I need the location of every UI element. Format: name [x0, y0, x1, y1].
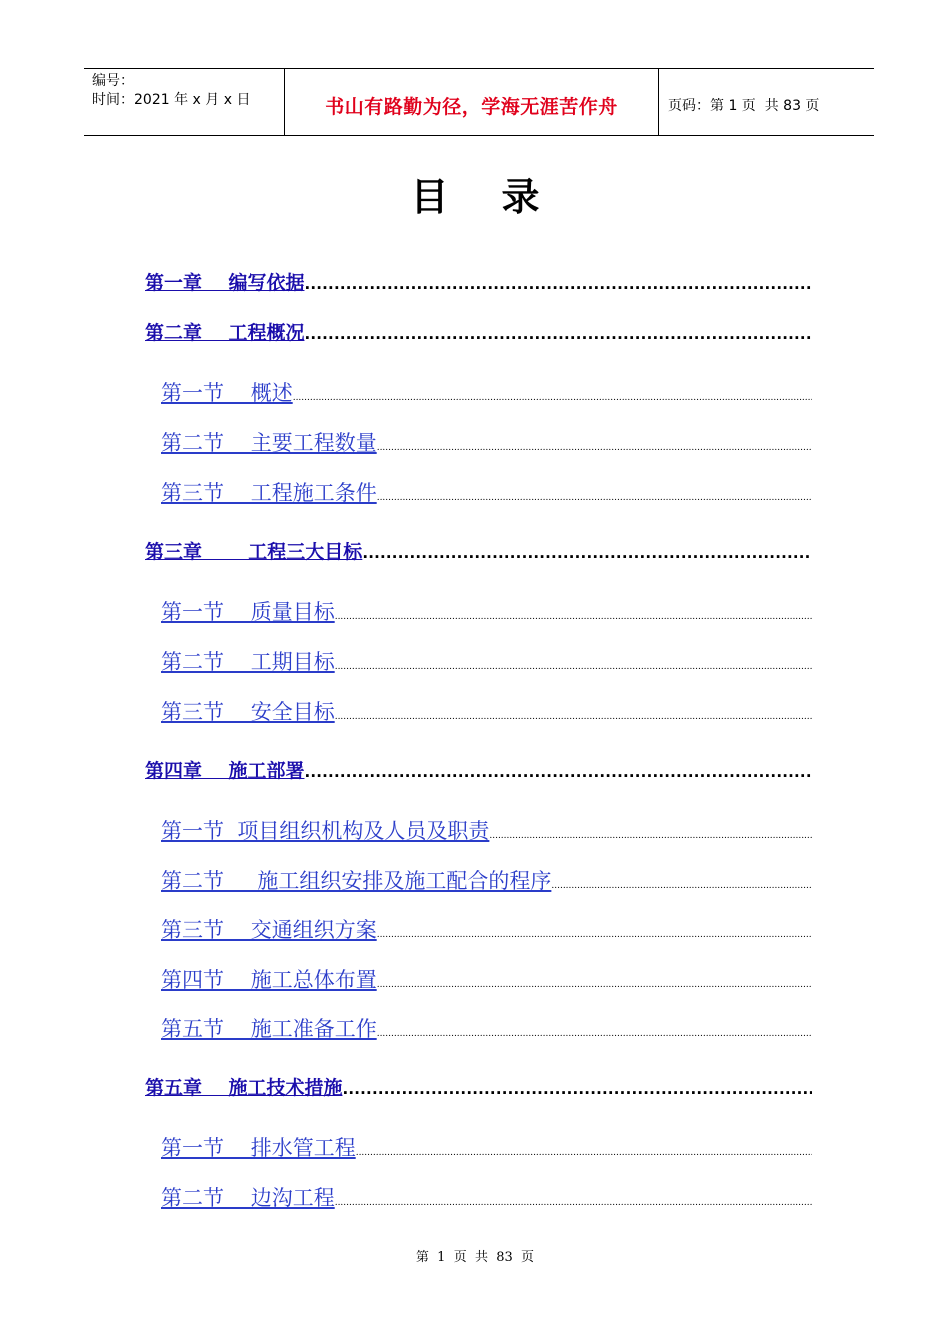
- toc-section-5-2[interactable]: [161, 1182, 812, 1212]
- toc-section-2-3[interactable]: [161, 477, 812, 507]
- toc-section-2-2[interactable]: [161, 427, 812, 457]
- toc-entry-label: 第一节 质量目标: [161, 600, 335, 624]
- toc-dot-leader: [551, 881, 812, 891]
- toc-dot-leader: [377, 980, 812, 990]
- document-number-label: 编号：: [92, 73, 134, 89]
- toc-section-4-2[interactable]: [161, 865, 812, 895]
- toc-entry-label: 第二节 施工组织安排及施工配合的程序: [161, 869, 552, 893]
- toc-entry-label: 第三节 工程施工条件: [161, 481, 377, 505]
- header-meta-cell: [84, 69, 285, 135]
- document-date: 时间：2021 年 x 月 x 日: [92, 92, 251, 108]
- toc-dot-leader: [304, 325, 812, 343]
- toc-entry-label: 第三节 交通组织方案: [161, 918, 377, 942]
- toc-entry-label: 第五章 施工技术措施: [145, 1077, 343, 1099]
- toc-dot-leader: [377, 443, 812, 453]
- toc-entry-label: 第四节 施工总体布置: [161, 968, 377, 992]
- page-footer: 第 1 页 共 83 页: [415, 1250, 535, 1265]
- toc-dot-leader: [335, 612, 812, 622]
- toc-dot-leader: [335, 662, 812, 672]
- toc-entry-label: 第三章 工程三大目标: [145, 541, 363, 563]
- toc-chapter-2[interactable]: [145, 318, 812, 345]
- toc-dot-leader: [362, 544, 812, 562]
- toc-section-3-2[interactable]: [161, 646, 812, 676]
- toc-entry-label: 第一节 概述: [161, 381, 293, 405]
- toc-entry-label: 第五节 施工准备工作: [161, 1017, 377, 1041]
- toc-section-2-1[interactable]: [161, 377, 812, 407]
- toc-entry-label: 第二节 工期目标: [161, 650, 335, 674]
- toc-section-5-1[interactable]: [161, 1132, 812, 1162]
- toc-section-3-3[interactable]: [161, 696, 812, 726]
- toc-section-4-5[interactable]: [161, 1013, 812, 1043]
- toc-entry-label: 第一节 项目组织机构及人员及职责: [161, 819, 490, 843]
- toc-dot-leader: [377, 930, 812, 940]
- header-motto: 书山有路勤为径，学海无涯苦作舟: [285, 69, 659, 135]
- header-page-info: 页码：第 1 页 共 83 页: [668, 98, 820, 114]
- toc-entry-label: 第一节 排水管工程: [161, 1136, 356, 1160]
- toc-dot-leader: [356, 1148, 812, 1158]
- toc-entry-label: 第三节 安全目标: [161, 700, 335, 724]
- toc-entry-label: 第二章 工程概况: [145, 322, 305, 344]
- toc-chapter-4[interactable]: [145, 756, 812, 783]
- toc-section-3-1[interactable]: [161, 596, 812, 626]
- toc-dot-leader: [293, 393, 812, 403]
- toc-section-4-4[interactable]: [161, 964, 812, 994]
- toc-dot-leader: [304, 763, 812, 781]
- toc-chapter-5[interactable]: [145, 1073, 812, 1100]
- toc-section-4-3[interactable]: [161, 914, 812, 944]
- toc-chapter-1[interactable]: [145, 268, 812, 295]
- toc-chapter-3[interactable]: [145, 537, 812, 564]
- toc-dot-leader: [335, 1198, 812, 1208]
- toc-entry-label: 第一章 编写依据: [145, 272, 305, 294]
- toc-dot-leader: [377, 493, 812, 503]
- toc-section-4-1[interactable]: [161, 815, 812, 845]
- toc-dot-leader: [377, 1029, 812, 1039]
- toc-dot-leader: [304, 275, 812, 293]
- toc-dot-leader: [335, 712, 812, 722]
- page-title: 目 录: [410, 175, 540, 219]
- page-header: [84, 68, 874, 136]
- toc-entry-label: 第四章 施工部署: [145, 760, 305, 782]
- toc-entry-label: 第二节 边沟工程: [161, 1186, 335, 1210]
- toc-dot-leader: [342, 1080, 812, 1098]
- toc-dot-leader: [489, 831, 812, 841]
- toc-entry-label: 第二节 主要工程数量: [161, 431, 377, 455]
